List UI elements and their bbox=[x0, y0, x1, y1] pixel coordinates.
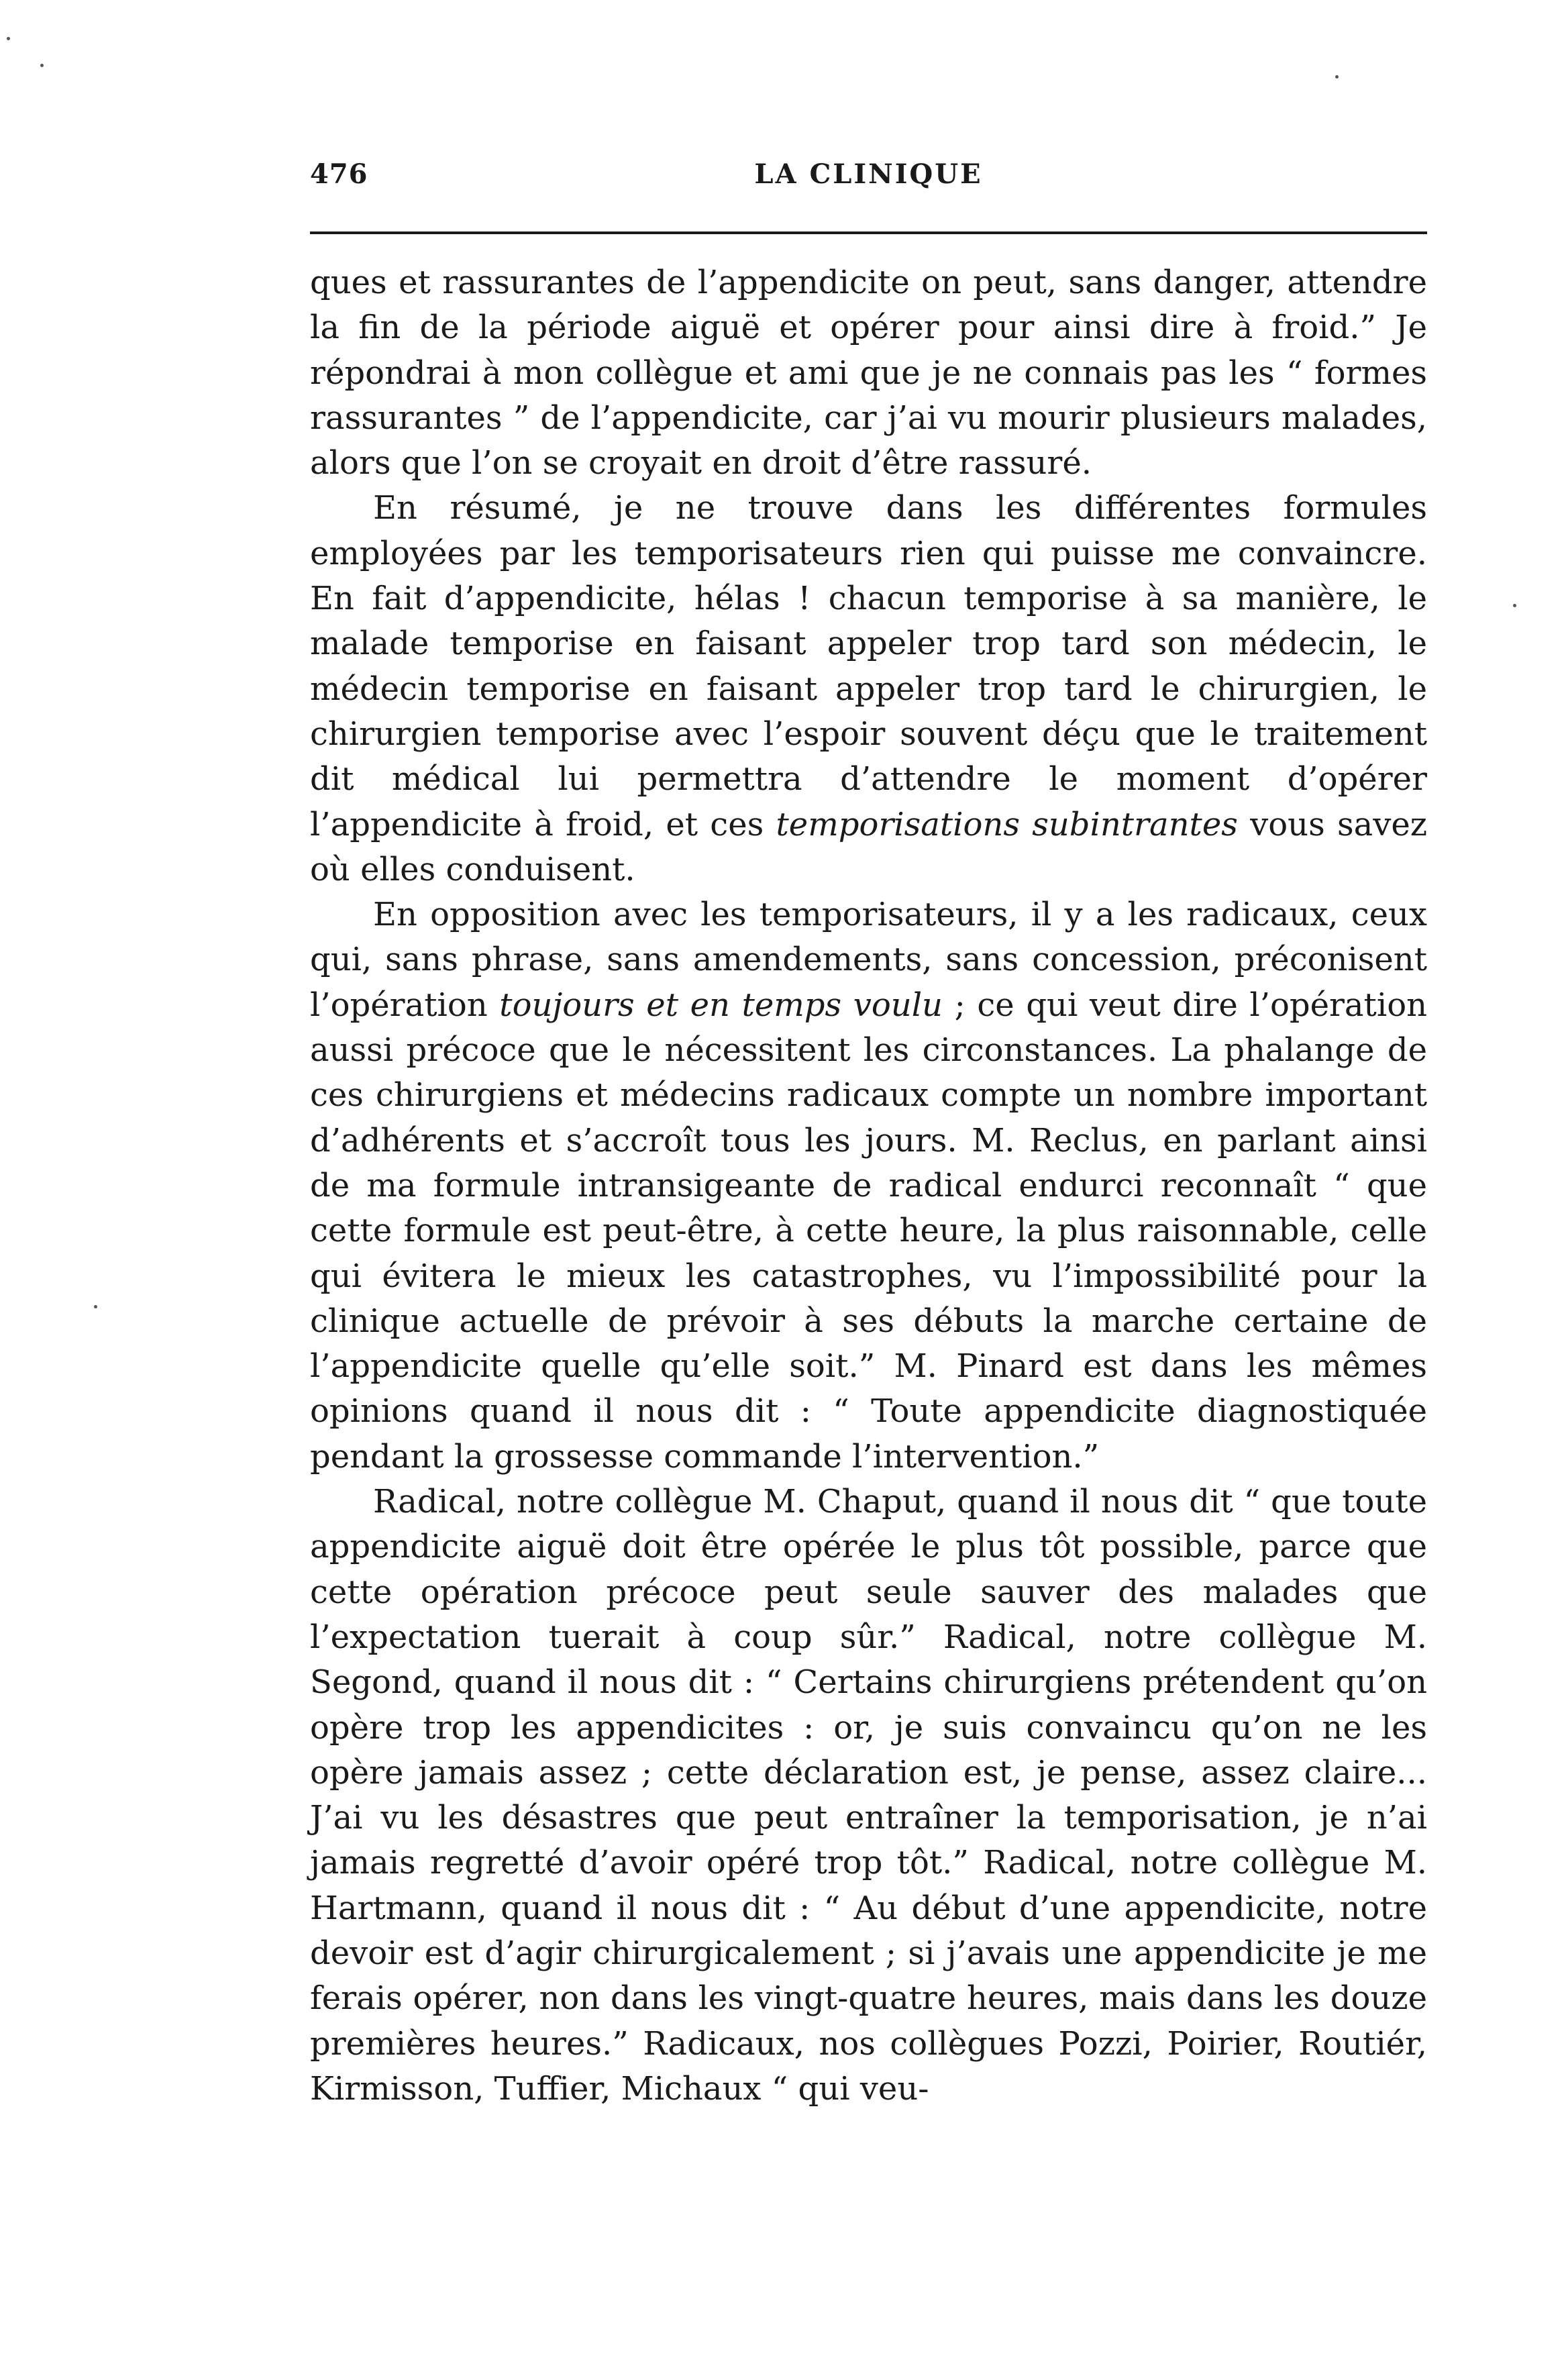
paragraph-3-italic-phrase: toujours et en temps voulu bbox=[499, 986, 943, 1024]
paragraph-4-text: Radical, notre collègue M. Chaput, quand il nous dit “ que toute appendicite aiguë doit être opérée le plus tôt possible, parce que cette opération précoce peut seule sauver des malades que l’expectation tuerait à coup sûr.” Radical, notre collègue M. Segond, quand il nous dit : “ Certains chirurgiens prétendent qu’on opère trop les appendicites : or, je suis convaincu qu’on ne les opère jamais assez ; cette déclaration est, je pense, assez claire... J’ai vu les désastres que peut entraîner la temporisation, je n’ai jamais regretté d’avoir opéré trop tôt.” Radical, notre collègue M. Hartmann, quand il nous dit : “ Au début d’une appendicite, notre devoir est d’agir chirurgicalement ; si j’avais une appendicite je me ferais opérer, non dans les vingt-quatre heures, mais dans les douze premières heures.” Radicaux, nos collègues Pozzi, Poirier, Routiér, Kirmisson, Tuffier, Michaux “ qui veu- bbox=[310, 1483, 1427, 2108]
paragraph-3-text-after: ; ce qui veut dire l’opération aussi précoce que le nécessitent les circonstances. La phalange de ces chirurgiens et médecins radicaux compte un nombre important d’adhérents et s’accroît tous les jours. M. Reclus, en parlant ainsi de ma formule intransigeante de radical endurci reconnaît “ que cette formule est peut-être, à cette heure, la plus raisonnable, celle qui évitera le mieux les catastrophes, vu l’impossibilité pour la clinique actuelle de prévoir à ses débuts la marche certaine de l’appendicite quelle qu’elle soit.” M. Pinard est dans les mêmes opinions quand il nous dit : “ Toute appendicite diagnostiquée pendant la grossesse commande l’intervention.” bbox=[310, 986, 1428, 1476]
paragraph-2-italic-phrase: temporisations subintrantes bbox=[776, 805, 1238, 843]
running-title: LA CLINIQUE bbox=[754, 158, 983, 190]
scan-speck bbox=[94, 1305, 97, 1308]
page-header bbox=[310, 158, 1427, 212]
scan-speck bbox=[40, 64, 44, 67]
header-rule bbox=[310, 231, 1427, 234]
paragraph-3-text-before: En opposition avec les temporisateurs, il y a les radicaux, ceux qui, sans phrase, sans amendements, sans concession, préconisent l’opération bbox=[310, 896, 1427, 1024]
paragraph-2-text-before: En résumé, je ne trouve dans les différentes formules employées par les temporisateurs rien qui puisse me convaincre. En fait d’appendicite, hélas ! chacun temporise à sa manière, le malade temporise en faisant appeler trop tard son médecin, le médecin temporise en faisant appeler trop tard le chirurgien, le chirurgien temporise avec l’espoir souvent déçu que le traitement dit médical lui permettra d’attendre le moment d’opérer l’appendicite à froid, et ces bbox=[310, 489, 1427, 843]
page-number: 476 bbox=[310, 158, 368, 190]
paragraph-1 bbox=[310, 260, 1427, 486]
scan-speck bbox=[7, 37, 10, 40]
paragraph-2 bbox=[310, 486, 1427, 892]
paragraph-3 bbox=[310, 892, 1427, 1480]
scan-speck bbox=[1335, 75, 1339, 79]
body-text bbox=[310, 260, 1427, 2112]
scan-speck bbox=[1513, 604, 1516, 607]
paragraph-1-text: ques et rassurantes de l’appendicite on peut, sans danger, attendre la fin de la période aiguë et opérer pour ainsi dire à froid.” Je répondrai à mon collègue et ami que je ne connais pas les “ formes rassurantes ” de l’appendicite, car j’ai vu mourir plusieurs malades, alors que l’on se croyait en droit d’être rassuré. bbox=[310, 264, 1427, 482]
paragraph-2-text-after: vous savez où elles conduisent. bbox=[310, 805, 1428, 888]
paragraph-4 bbox=[310, 1480, 1427, 2112]
